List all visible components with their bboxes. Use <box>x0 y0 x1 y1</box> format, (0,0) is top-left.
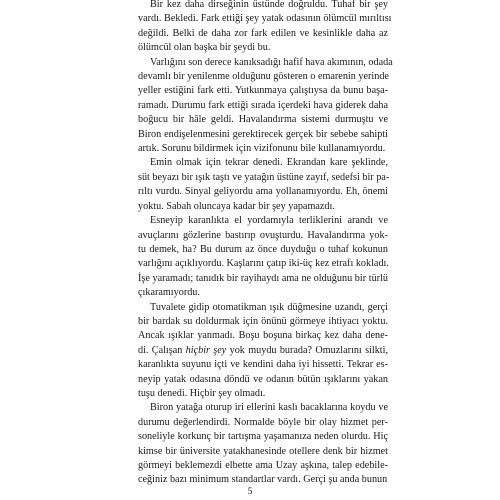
text-line: karanlıkta suyunu içti ve kendini daha iyi hissetti. Tekrar es- <box>138 359 388 371</box>
text-line: soneliyle korkunç bir tartışma yaşamanıza neden olurdu. Hiç <box>138 431 388 443</box>
text-line: Esneyip karanlıkta el yordamıyla terliklerini arandı ve <box>150 215 388 227</box>
text-line: yoktu. Sabah oluncaya kadar bir şey yapamazdı. <box>138 200 335 212</box>
paragraph <box>138 214 388 300</box>
paragraph <box>138 156 388 214</box>
paragraph <box>138 301 388 402</box>
text-line: değildi. Belki de daha zor fark edilen ve kesinlikle daha az <box>138 27 388 39</box>
text-line: Biron endişelenmesini gerektirecek gerçek bir sebebe sahipti <box>138 128 388 140</box>
page-number: 5 <box>247 487 253 497</box>
body-text <box>138 0 393 488</box>
text-line: ölümcül olan başka bir şeydi bu. <box>138 42 271 54</box>
text-line: rıltı vurdu. Sinyal geliyordu ama yollanamıyordu. Eh, önemi <box>138 186 388 198</box>
text-line: di. Çalışan hiçbir şey yok muydu burada? Omuzlarını silkti, <box>138 344 388 356</box>
text-line: Biron yatağa oturup iri ellerini kaslı bacaklarına koydu ve <box>150 402 388 414</box>
text-line: artık. Sorunu bildirmek için vizifonunu bile kullanamıyordu. <box>138 143 386 155</box>
text-line: yeller estiğini fark etti. Yutkunmaya çalıştıysa da bunu başa- <box>138 85 388 97</box>
text-line: Bir kez daha dirseğinin üstünde doğruldu. Tuhaf bir şey <box>150 0 388 10</box>
text-line: Ancak ışıklar yanmadı. Boşu boşuna birkaç kez daha dene- <box>138 330 388 342</box>
text-line: Tuvalete gidip otomatikman ışık düğmesine uzandı, gerçi <box>150 301 388 313</box>
text-line: vardı. Bekledi. Fark ettiği şey yatak odasının ölümcül mırıltısı <box>138 13 392 25</box>
text-line: tuşu denedi. Hiçbir şey olmadı. <box>138 387 266 399</box>
text-line: çıkaramıyordu. <box>138 287 200 299</box>
text-line: süt beyazı bir ışık taştı ve yatağın üstüne zayıf, sedefsi bir pa- <box>138 171 390 183</box>
text-line: boğucu bir hâle geldi. Havalandırma sistemi durmuştu ve <box>138 114 388 126</box>
text-line: ceğiniz bazı minimum standartlar vardı. Gerçi şu anda bunun <box>138 474 388 486</box>
text-line: varlığını açıklıyordu. Kaşlarını çatıp iki-üç kez etrafı kokladı. <box>138 258 389 270</box>
text-line: neyip yatak odasına döndü ve odanın bütün ışıklarını yakan <box>138 373 388 385</box>
text-line: durumu değerlendirdi. Normalde böyle bir olay hizmet per- <box>138 416 388 428</box>
paragraph <box>138 0 392 56</box>
text-line: İşe yaramadı; tanıdık bir rayihaydı ama ne olduğunu bir türlü <box>138 272 388 284</box>
text-line: tu demek, ha? Bu durum az önce duyduğu o tuhaf kokunun <box>138 243 388 255</box>
paragraph <box>138 401 388 487</box>
text-line: ramadı. Durumu fark ettiği sırada içerdeki hava giderek daha <box>138 99 388 111</box>
text-line: avuçlarını gözlerine bastırıp ovuşturdu. Havalandırma yok- <box>138 229 388 241</box>
text-line: görmeyi beklemezdi elbette ama Uzay aşkına, talep edebile- <box>138 460 388 471</box>
text-line: kimse bir üniversite yatakhanesinde otellere denk bir hizmet <box>138 445 388 457</box>
text-line: devamlı bir yenilenme olduğunu gösteren o emarenin yerinde <box>138 71 389 83</box>
text-line: Emin olmak için tekrar denedi. Ekrandan kare şeklinde, <box>150 157 388 169</box>
paragraph <box>138 56 393 157</box>
text-line: Varlığını son derece kanıksadığı hafif hava akımının, odada <box>150 56 393 68</box>
text-line: bir bardak su doldurmak için önünü görmeye ihtiyacı yoktu. <box>138 315 388 327</box>
